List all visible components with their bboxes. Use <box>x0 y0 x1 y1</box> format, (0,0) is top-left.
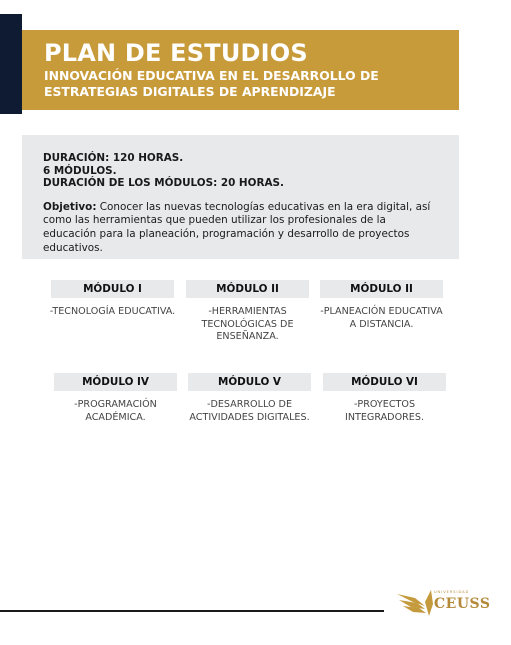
program-subtitle-line2: ESTRATEGIAS DIGITALES DE APRENDIZAJE <box>44 84 336 99</box>
header-banner <box>22 30 459 110</box>
module-5-title: MÓDULO V <box>188 373 311 391</box>
footer-divider <box>0 610 384 612</box>
logo-wordmark: CEUSS <box>434 596 491 612</box>
module-1-title: MÓDULO I <box>51 280 174 298</box>
navy-accent-bar <box>0 14 22 114</box>
objective-text: Conocer las nuevas tecnologías educativas en la era digital, así como las herramientas que pueden utilizar los profesionales de la educación para la planeación, programación y desarrollo de proyectos educativos. <box>43 200 431 254</box>
module-6-title: MÓDULO VI <box>323 373 446 391</box>
module-4-description: -PROGRAMACIÓN ACADÉMICA. <box>74 399 157 423</box>
module-4-title: MÓDULO IV <box>54 373 177 391</box>
program-info-panel <box>22 135 459 259</box>
module-5-description: -DESARROLLO DE ACTIVIDADES DIGITALES. <box>189 399 310 423</box>
module-3-description: -PLANEACIÓN EDUCATIVA A DISTANCIA. <box>320 306 443 330</box>
duration-text: DURACIÓN: 120 HORAS. <box>43 152 184 164</box>
module-3-title: MÓDULO II <box>320 280 443 298</box>
objective-label: Objetivo: <box>43 200 97 213</box>
module-2-description: -HERRAMIENTAS TECNOLÓGICAS DE ENSEÑANZA. <box>201 306 294 342</box>
page-title: PLAN DE ESTUDIOS <box>44 39 308 67</box>
objective-paragraph <box>43 201 439 256</box>
module-6-description: -PROYECTOS INTEGRADORES. <box>344 399 424 423</box>
module-2-title: MÓDULO II <box>186 280 309 298</box>
modules-count-text: 6 MÓDULOS. <box>43 164 117 177</box>
module-1-description: -TECNOLOGÍA EDUCATIVA. <box>49 306 176 317</box>
module-duration-text: DURACIÓN DE LOS MÓDULOS: 20 HORAS. <box>43 177 284 189</box>
logo-top-text: UNIVERSIDAD <box>434 590 470 594</box>
program-subtitle-line1: INNOVACIÓN EDUCATIVA EN EL DESARROLLO DE <box>44 68 379 83</box>
